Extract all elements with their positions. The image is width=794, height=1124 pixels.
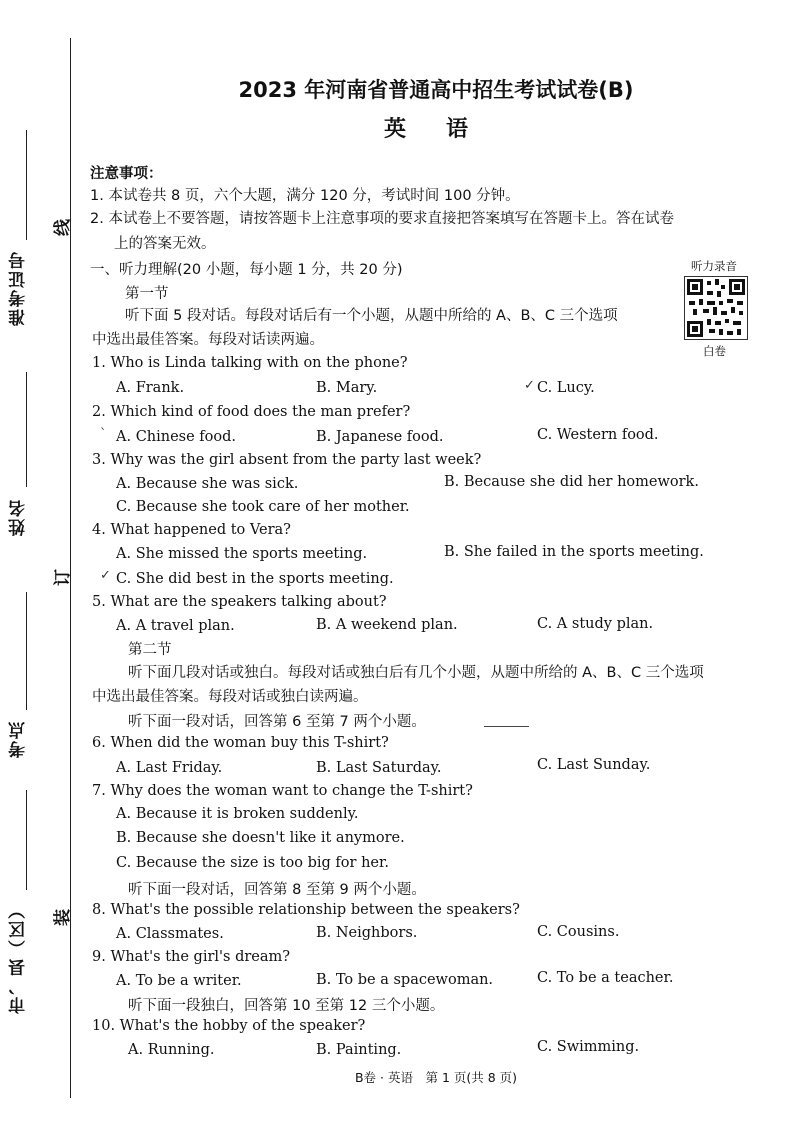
q2-option-c: C. Western food.	[537, 427, 659, 443]
part-2-instruction: 听下面几段对话或独白。每段对话或独白后有几个小题，从题中所给的 A、B、C 三个选项	[128, 665, 704, 681]
q6-option-b: B. Last Saturday.	[316, 760, 442, 776]
question-10: 10. What's the hobby of the speaker?	[92, 1018, 366, 1034]
q2-option-a: A. Chinese food.	[116, 429, 237, 445]
notice-heading: 注意事项：	[90, 166, 163, 182]
q10-option-c: C. Swimming.	[537, 1039, 640, 1055]
q4-option-b: B. She failed in the sports meeting.	[444, 544, 704, 560]
question-3: 3. Why was the girl absent from the party last week?	[92, 452, 482, 468]
notice-item-2: 2. 本试卷上不要答题，请按答题卡上注意事项的要求直接把答案填写在答题卡上。答在试卷	[90, 211, 674, 227]
exam-subject: 英语	[383, 117, 508, 142]
binding-line	[70, 38, 71, 1098]
q2-option-b: B. Japanese food.	[316, 429, 444, 445]
q7-option-b: B. Because she doesn't like it anymore.	[116, 830, 405, 846]
group-1-instruction: 听下面一段对话，回答第 6 至第 7 两个小题。	[128, 714, 426, 730]
q5-option-a: A. A travel plan.	[116, 618, 235, 634]
q9-option-c: C. To be a teacher.	[537, 970, 674, 986]
exam-site-underline	[26, 592, 27, 710]
tick-mark-icon: `	[100, 427, 107, 442]
q9-option-a: A. To be a writer.	[116, 973, 242, 989]
question-7: 7. Why does the woman want to change the T-shirt?	[92, 783, 473, 799]
checkmark-icon: ✓	[524, 378, 535, 393]
part-2-instruction-cont: 中选出最佳答案。每段对话或独白读两遍。	[92, 689, 368, 705]
part-1-instruction: 听下面 5 段对话。每段对话后有一个小题，从题中所给的 A、B、C 三个选项	[125, 308, 618, 324]
group-3-instruction: 听下面一段独白，回答第 10 至第 12 三个小题。	[128, 998, 445, 1014]
city-county-underline	[26, 790, 27, 890]
label-exam-site: 考点	[9, 720, 29, 758]
q3-option-b: B. Because she did her homework.	[444, 474, 699, 490]
q8-option-a: A. Classmates.	[116, 926, 224, 942]
q9-option-b: B. To be a spacewoman.	[316, 972, 494, 988]
cut-char-zhuang: 装	[53, 909, 73, 926]
q10-option-a: A. Running.	[128, 1042, 215, 1058]
notice-item-1: 1. 本试卷共 8 页，六个大题，满分 120 分，考试时间 100 分钟。	[90, 188, 520, 204]
part-2-title: 第二节	[128, 642, 172, 658]
q6-option-a: A. Last Friday.	[116, 760, 223, 776]
section-1-heading: 一、听力理解(20 小题，每小题 1 分，共 20 分)	[90, 262, 403, 278]
group-2-instruction: 听下面一段对话，回答第 8 至第 9 两个小题。	[128, 882, 426, 898]
q10-option-b: B. Painting.	[316, 1042, 402, 1058]
q3-option-c: C. Because she took care of her mother.	[116, 499, 410, 515]
exam-number-underline	[26, 130, 27, 240]
q5-option-b: B. A weekend plan.	[316, 617, 458, 633]
name-underline	[26, 372, 27, 487]
notice-item-2-cont: 上的答案无效。	[114, 236, 216, 252]
question-9: 9. What's the girl's dream?	[92, 949, 291, 965]
q4-option-c: C. She did best in the sports meeting.	[116, 571, 394, 587]
label-name: 姓名	[9, 498, 29, 536]
label-exam-number: 准考证号	[9, 250, 29, 326]
qr-code[interactable]	[684, 276, 748, 340]
q8-option-c: C. Cousins.	[537, 924, 620, 940]
question-8: 8. What's the possible relationship between the speakers?	[92, 902, 520, 918]
checkmark-icon: ✓	[100, 568, 111, 583]
question-5: 5. What are the speakers talking about?	[92, 594, 387, 610]
part-1-title: 第一节	[125, 286, 169, 302]
qr-bottom-label: 白卷	[703, 344, 726, 358]
pen-stroke	[484, 726, 529, 727]
q1-option-a: A. Frank.	[116, 380, 185, 396]
q3-option-a: A. Because she was sick.	[116, 476, 299, 492]
q4-option-a: A. She missed the sports meeting.	[116, 546, 368, 562]
q8-option-b: B. Neighbors.	[316, 925, 418, 941]
binding-margin	[0, 0, 78, 1124]
qr-top-label: 听力录音	[691, 259, 737, 273]
cut-char-ding: 订	[53, 569, 73, 586]
exam-title: 2023 年河南省普通高中招生考试试卷(B)	[238, 78, 634, 102]
q7-option-c: C. Because the size is too big for her.	[116, 855, 389, 871]
question-1: 1. Who is Linda talking with on the phone?	[92, 355, 408, 371]
q1-option-b: B. Mary.	[316, 380, 378, 396]
question-4: 4. What happened to Vera?	[92, 522, 291, 538]
question-6: 6. When did the woman buy this T-shirt?	[92, 735, 389, 751]
q7-option-a: A. Because it is broken suddenly.	[116, 806, 359, 822]
q6-option-c: C. Last Sunday.	[537, 757, 651, 773]
question-2: 2. Which kind of food does the man prefer?	[92, 404, 411, 420]
label-city-county: 市、县（区）	[9, 900, 29, 1014]
cut-char-xian: 线	[53, 219, 73, 236]
q5-option-c: C. A study plan.	[537, 616, 654, 632]
q1-option-c: C. Lucy.	[537, 380, 595, 396]
part-1-instruction-cont: 中选出最佳答案。每段对话读两遍。	[92, 332, 324, 348]
page-footer: B卷 · 英语 第 1 页(共 8 页)	[354, 1070, 518, 1085]
